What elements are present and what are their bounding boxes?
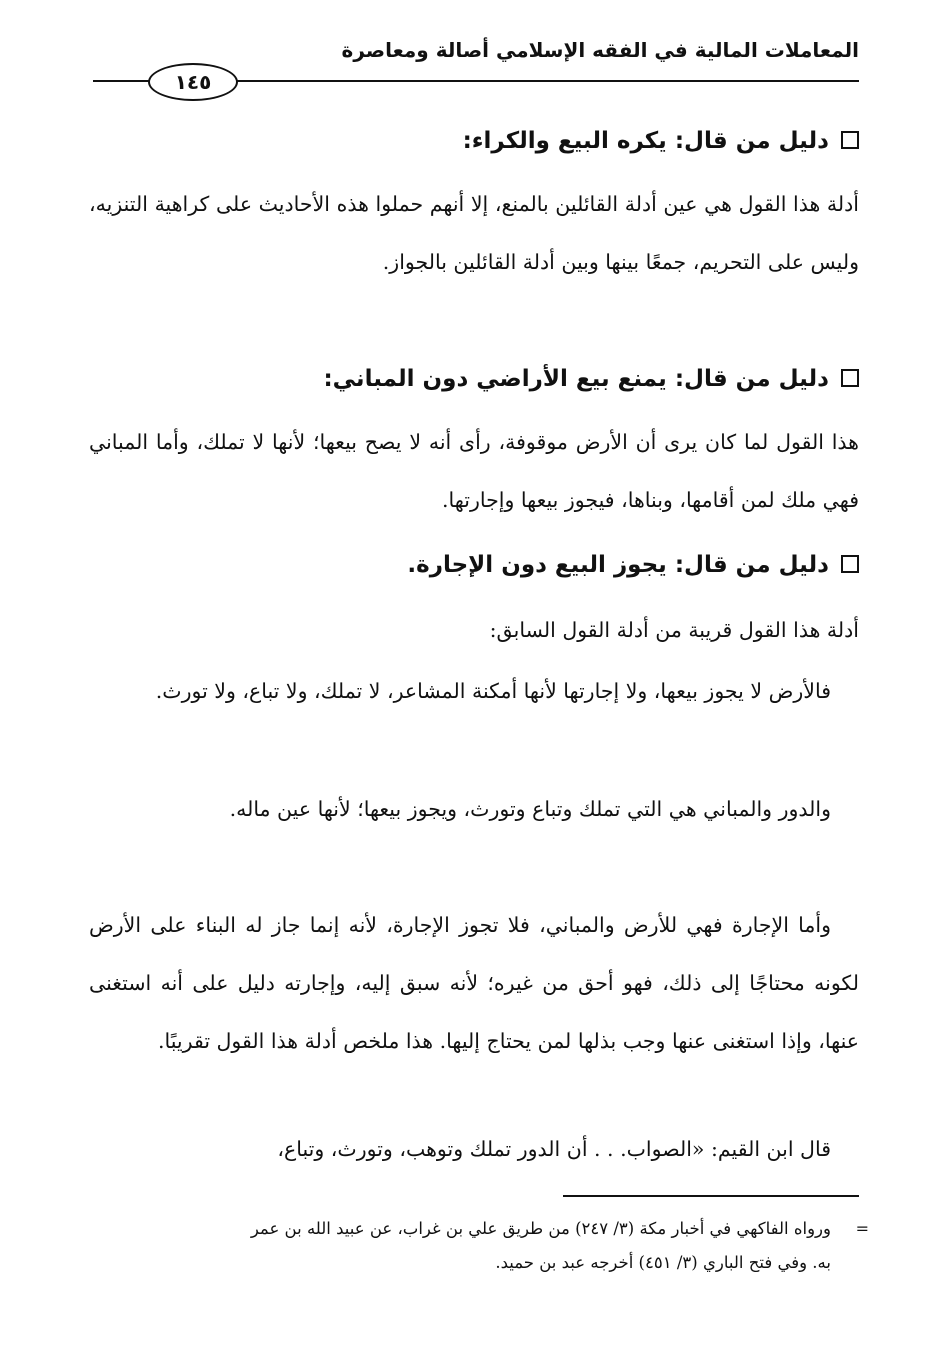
- paragraph: هذا القول لما كان يرى أن الأرض موقوفة، رأى أنه لا يصح بيعها؛ لأنها لا تملك، وأما المباني فهي ملك لمن أقامها، وبناها، فيجوز بيعها وإجارتها.: [89, 430, 859, 512]
- footnote-continuation-marker: =: [855, 1219, 869, 1238]
- footnote-line: به. وفي فتح الباري (٣/ ٤٥١) أخرجه عبد بن حميد.: [495, 1253, 831, 1272]
- paragraph: فالأرض لا يجوز بيعها، ولا إجارتها لأنها أمكنة المشاعر، لا تملك، ولا تباع، ولا تورث.: [155, 679, 831, 703]
- section-heading-3: [89, 552, 859, 578]
- footnote-line: ورواه الفاكهي في أخبار مكة (٣/ ٢٤٧) من طريق علي بن غراب، عن عبيد الله بن عمر: [250, 1219, 831, 1238]
- paragraph: أدلة هذا القول هي عين أدلة القائلين بالمنع، إلا أنهم حملوا هذه الأحاديث على كراهية التنزيه، وليس على التحريم، جمعًا بينها وبين أدلة القائلين بالجواز.: [89, 192, 859, 274]
- section-body-3-p2: [89, 662, 859, 720]
- paragraph: أدلة هذا القول قريبة من أدلة القول السابق:: [489, 618, 859, 642]
- footnote-rule: [563, 1195, 859, 1197]
- section-heading-text: دليل من قال: يجوز البيع دون الإجارة.: [407, 552, 829, 578]
- section-body-3-p5: [89, 1120, 859, 1178]
- section-heading-text: دليل من قال: يمنع بيع الأراضي دون المباني:: [323, 366, 829, 392]
- running-title: المعاملات المالية في الفقه الإسلامي أصالة ومعاصرة: [341, 38, 859, 62]
- checkbox-icon: [841, 555, 859, 573]
- paragraph: والدور والمباني هي التي تملك وتباع وتورث، ويجوز بيعها؛ لأنها عين ماله.: [229, 797, 831, 821]
- paragraph: قال ابن القيم: «الصواب. . . أن الدور تملك وتوهب، وتورث، وتباع،: [277, 1137, 831, 1161]
- section-body-3-p3: [89, 780, 859, 838]
- section-heading-2: [89, 366, 859, 392]
- section-body-2: [89, 413, 859, 529]
- section-body-3-p4: [89, 896, 859, 1070]
- footnote: [84, 1212, 869, 1280]
- checkbox-icon: [841, 131, 859, 149]
- section-heading-1: [89, 128, 859, 154]
- checkbox-icon: [841, 369, 859, 387]
- section-body-1: [89, 175, 859, 291]
- section-body-3-intro: [89, 601, 859, 659]
- paragraph: وأما الإجارة فهي للأرض والمباني، فلا تجوز الإجارة، لأنه إنما جاز له البناء على الأرض لكونه محتاجًا إلى ذلك، فهو أحق من غيره؛ لأنه سبق إليه، وإجارته دليل على أنه استغنى عنها، وإذا استغنى عنها وجب بذلها لمن يحتاج إليها. هذا ملخص أدلة هذا القول تقريبًا.: [89, 913, 859, 1053]
- page-number: ١٤٥: [148, 63, 238, 101]
- section-heading-text: دليل من قال: يكره البيع والكراء:: [462, 128, 829, 154]
